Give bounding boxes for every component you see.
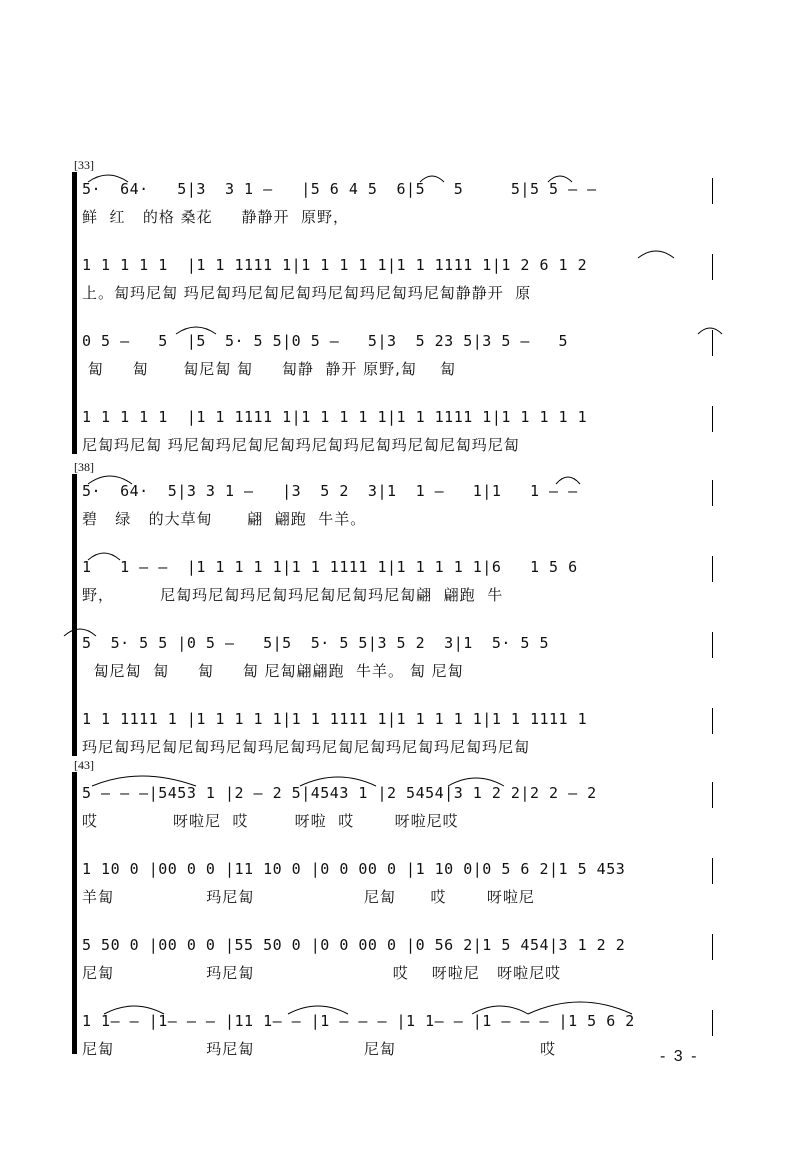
staff-row-1-soprano xyxy=(82,180,728,226)
staff-row-2-tenor xyxy=(82,634,728,680)
measure-number-33: [33] xyxy=(74,158,94,172)
notation-line: 1 1 1 1 1 |1 1 1111 1|1 1 1 1 1|1 1 1111 1|1 2 6 1 2 xyxy=(82,256,588,274)
barline xyxy=(712,556,713,582)
staff-row-1-alto xyxy=(82,256,728,302)
barline xyxy=(712,254,713,280)
notation-line: 5· 64· 5|3 3 1 – |3 5 2 3|1 1 – 1|1 1 – – xyxy=(82,482,578,500)
staff-row-3-bass xyxy=(82,1012,728,1058)
notation-line: 1 10 0 |00 0 0 |11 10 0 |0 0 00 0 |1 10 0|0 5 6 2|1 5 453 xyxy=(82,860,626,878)
lyric-line: 玛尼匐玛尼匐尼匐玛尼匐玛尼匐玛尼匐尼匐玛尼匐玛尼匐玛尼匐 xyxy=(82,738,531,756)
staff-row-3-tenor xyxy=(82,936,728,982)
staff-row-1-tenor xyxy=(82,332,728,378)
measure-number-43: [43] xyxy=(74,758,94,772)
staff-row-3-alto xyxy=(82,860,728,906)
barline xyxy=(712,858,713,884)
notation-line: 1 1 – – |1 1 1 1 1|1 1 1111 1|1 1 1 1 1|6 1 5 6 xyxy=(82,558,578,576)
staff-row-2-alto xyxy=(82,558,728,604)
barline xyxy=(712,178,713,204)
staff-row-3-soprano xyxy=(82,784,728,830)
barline xyxy=(712,708,713,734)
barline xyxy=(712,330,713,356)
notation-line: 1 1 1 1 1 |1 1 1111 1|1 1 1 1 1|1 1 1111 1|1 1 1 1 1 xyxy=(82,408,588,426)
lyric-line: 尼匐玛尼匐 玛尼匐玛尼匐尼匐玛尼匐玛尼匐玛尼匐尼匐玛尼匐 xyxy=(82,436,520,454)
barline xyxy=(712,1010,713,1036)
notation-line: 1 1 1111 1 |1 1 1 1 1|1 1 1111 1|1 1 1 1 1|1 1 1111 1 xyxy=(82,710,588,728)
lyric-line: 哎 呀啦尼 哎 呀啦 哎 呀啦尼哎 xyxy=(82,812,459,830)
notation-line: 5 – – –|5453 1 |2 – 2 5|4543 1 |2 5454|3 1 2 2|2 2 – 2 xyxy=(82,784,597,802)
barline xyxy=(712,406,713,432)
lyric-line: 匐 匐 匐尼匐 匐 匐静 静开 原野,匐 匐 xyxy=(82,360,456,378)
staff-row-2-bass xyxy=(82,710,728,756)
lyric-line: 上。匐玛尼匐 玛尼匐玛尼匐尼匐玛尼匐玛尼匐玛尼匐静静开 原 xyxy=(82,284,532,302)
system-bracket xyxy=(72,172,77,454)
notation-line: 0 5 – 5 |5 5· 5 5|0 5 – 5|3 5 23 5|3 5 – 5 xyxy=(82,332,569,350)
lyric-line: 羊匐 玛尼匐 尼匐 哎 呀啦尼 xyxy=(82,888,535,906)
notation-line: 1 1– – |1– – – |11 1– – |1 – – – |1 1– – |1 – – – |1 5 6 2 xyxy=(82,1012,635,1030)
lyric-line: 鲜 红 的格 桑花 静静开 原野， xyxy=(82,208,349,226)
staff-row-1-bass xyxy=(82,408,728,454)
barline xyxy=(712,934,713,960)
lyric-line: 尼匐 玛尼匐 哎 呀啦尼 呀啦尼哎 xyxy=(82,964,562,982)
notation-line: 5· 64· 5|3 3 1 – |5 6 4 5 6|5 5 5|5 5 – – xyxy=(82,180,597,198)
page-number: - 3 - xyxy=(660,1048,699,1065)
measure-number-38: [38] xyxy=(74,460,94,474)
staff-row-2-soprano xyxy=(82,482,728,528)
lyric-line: 野， 尼匐玛尼匐玛尼匐玛尼匐尼匐玛尼匐翩 翩跑 牛 xyxy=(82,586,504,604)
lyric-line: 尼匐 玛尼匐 尼匐 哎 xyxy=(82,1040,557,1058)
barline xyxy=(712,782,713,808)
notation-line: 5 50 0 |00 0 0 |55 50 0 |0 0 00 0 |0 56 2|1 5 454|3 1 2 2 xyxy=(82,936,626,954)
system-bracket xyxy=(72,474,77,756)
system-bracket xyxy=(72,772,77,1054)
barline xyxy=(712,632,713,658)
notation-line: 5 5· 5 5 |0 5 – 5|5 5· 5 5|3 5 2 3|1 5· 5 5 xyxy=(82,634,550,652)
lyric-line: 匐尼匐 匐 匐 匐 尼匐翩翩跑 牛羊。 匐 尼匐 xyxy=(82,662,464,680)
barline xyxy=(712,480,713,506)
lyric-line: 碧 绿 的大草甸 翩 翩跑 牛羊。 xyxy=(82,510,367,528)
